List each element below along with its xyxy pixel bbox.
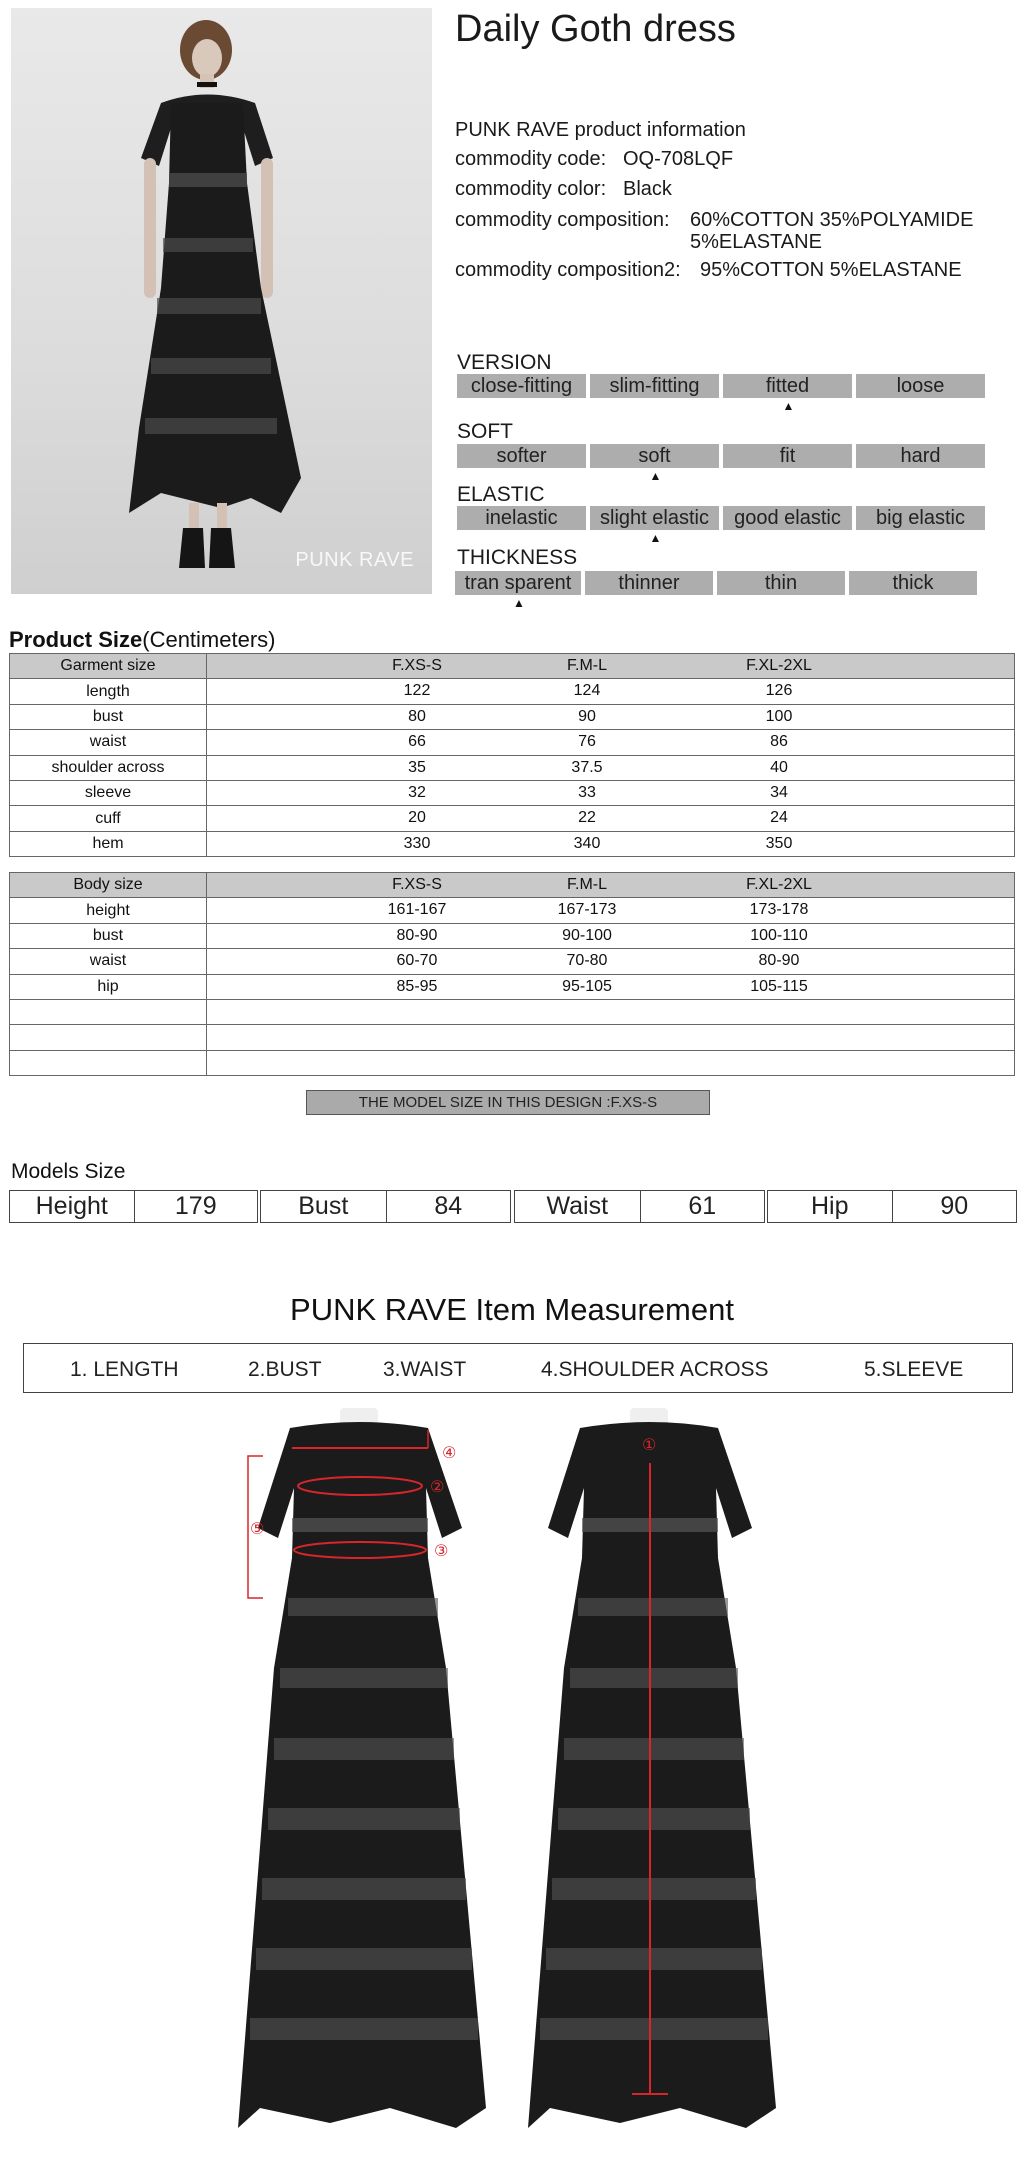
- table-cell: 86: [770, 733, 788, 751]
- scale-label-thickness: THICKNESS: [457, 546, 578, 569]
- size-column-header: F.M-L: [567, 876, 607, 893]
- model-measure-label: Height: [10, 1191, 135, 1222]
- marker-waist: ③: [434, 1541, 449, 1560]
- scale-row-thickness: [455, 571, 977, 595]
- scale-option: slim-fitting: [590, 374, 719, 398]
- measurement-item: 1. LENGTH: [70, 1358, 179, 1381]
- size-values: [207, 679, 1015, 704]
- table-header-row: [10, 873, 1015, 898]
- commodity-composition-row: [455, 209, 974, 253]
- scale-label-elastic: ELASTIC: [457, 483, 545, 506]
- product-size-title: Product Size: [9, 627, 143, 652]
- row-label: cuff: [10, 806, 207, 831]
- scale-option: tran sparent: [455, 571, 581, 595]
- table-cell: 40: [770, 758, 788, 776]
- row-label: waist: [10, 949, 207, 974]
- scale-option: slight elastic: [590, 506, 719, 530]
- table-row: [10, 679, 1015, 704]
- measurement-illustration: [230, 1408, 810, 2168]
- model-measure-value: 84: [434, 1192, 463, 1220]
- size-column-header: F.XS-S: [392, 657, 442, 674]
- row-label: hip: [10, 974, 207, 999]
- table-cell: 32: [408, 783, 426, 801]
- size-values: [207, 974, 1015, 999]
- table-cell: 340: [573, 834, 601, 852]
- table-row: [10, 806, 1015, 831]
- table-row: [10, 1025, 1015, 1050]
- model-measure-waist: [514, 1190, 765, 1223]
- size-values: [207, 999, 1015, 1024]
- size-values: [207, 780, 1015, 805]
- table-cell: 24: [770, 809, 788, 827]
- measurement-figure: [230, 1408, 810, 2168]
- measurement-item: 5.SLEEVE: [864, 1358, 964, 1381]
- garment-size-table: [9, 653, 1015, 857]
- model-measure-height: [9, 1190, 258, 1223]
- scale-option: thick: [849, 571, 977, 595]
- table-row: [10, 780, 1015, 805]
- body-size-table: [9, 872, 1015, 1076]
- table-header-cell: Body size: [10, 873, 207, 898]
- table-cell: 100: [765, 707, 793, 725]
- scale-option: fitted: [723, 374, 852, 398]
- row-label: length: [10, 679, 207, 704]
- size-column-header: F.XL-2XL: [746, 657, 812, 674]
- back-dress: [528, 1408, 776, 2128]
- commodity-composition2-row: [455, 259, 962, 282]
- product-size-heading: [9, 627, 276, 653]
- commodity-composition2-label: commodity composition2:: [455, 259, 681, 281]
- table-header-row: [10, 654, 1015, 679]
- front-dress: [238, 1408, 486, 2128]
- table-cell: 70-80: [566, 952, 608, 970]
- table-cell: 60-70: [396, 952, 438, 970]
- model-size-note: THE MODEL SIZE IN THIS DESIGN :F.XS-S: [306, 1090, 710, 1115]
- table-cell: 90-100: [562, 926, 612, 944]
- scale-option: soft: [590, 444, 719, 468]
- model-measure-value: 61: [688, 1192, 717, 1220]
- row-label: [10, 1025, 207, 1050]
- marker-length: ①: [642, 1435, 657, 1454]
- row-label: [10, 999, 207, 1024]
- table-cell: 173-178: [749, 901, 809, 919]
- table-cell: 33: [578, 783, 596, 801]
- scale-selected-marker: ▲: [649, 531, 662, 545]
- row-label: hem: [10, 831, 207, 856]
- measurement-item: 4.SHOULDER ACROSS: [541, 1358, 769, 1381]
- model-measure-label: Hip: [768, 1191, 893, 1222]
- scale-option: loose: [856, 374, 985, 398]
- model-measure-value: 90: [940, 1192, 969, 1220]
- size-values: [207, 755, 1015, 780]
- model-measure-label: Waist: [515, 1191, 641, 1222]
- model-illustration: [11, 8, 432, 594]
- product-size-unit: (Centimeters): [142, 627, 276, 652]
- size-column-header: F.M-L: [567, 657, 607, 674]
- marker-sleeve: ⑤: [250, 1519, 265, 1538]
- table-cell: 35: [408, 758, 426, 776]
- table-cell: 66: [408, 733, 426, 751]
- commodity-color-value: Black: [623, 178, 672, 200]
- table-cell: 80: [408, 707, 426, 725]
- size-values: [207, 949, 1015, 974]
- table-cell: 330: [403, 834, 431, 852]
- measurement-title: PUNK RAVE Item Measurement: [290, 1292, 734, 1327]
- table-cell: 167-173: [557, 901, 617, 919]
- table-cell: 122: [403, 682, 431, 700]
- table-row: [10, 1050, 1015, 1075]
- product-photo: [11, 8, 432, 594]
- scale-option: hard: [856, 444, 985, 468]
- table-cell: 161-167: [387, 901, 447, 919]
- commodity-composition2-value: 95%COTTON 5%ELASTANE: [700, 259, 962, 281]
- table-header-cell: Garment size: [10, 654, 207, 679]
- table-cell: 80-90: [396, 926, 438, 944]
- table-cell: 95-105: [562, 977, 612, 995]
- table-row: [10, 999, 1015, 1024]
- commodity-composition-value-line2: 5%ELASTANE: [690, 231, 822, 253]
- size-values: [207, 654, 1015, 679]
- row-label: [10, 1050, 207, 1075]
- scale-label-soft: SOFT: [457, 420, 513, 443]
- measurement-item: 3.WAIST: [383, 1358, 467, 1381]
- commodity-code-label: commodity code:: [455, 148, 607, 170]
- table-row: [10, 923, 1015, 948]
- marker-shoulder: ④: [442, 1443, 457, 1462]
- table-cell: 37.5: [571, 758, 603, 776]
- table-row: [10, 974, 1015, 999]
- size-column-header: F.XS-S: [392, 876, 442, 893]
- scale-option: fit: [723, 444, 852, 468]
- scale-option: thin: [717, 571, 845, 595]
- table-cell: 80-90: [758, 952, 800, 970]
- scale-selected-marker: ▲: [782, 399, 795, 413]
- table-row: [10, 898, 1015, 923]
- table-cell: 126: [765, 682, 793, 700]
- measurement-legend: [23, 1343, 1013, 1393]
- row-label: bust: [10, 704, 207, 729]
- brand-watermark: PUNK RAVE: [295, 549, 414, 571]
- size-values: [207, 873, 1015, 898]
- row-label: waist: [10, 730, 207, 755]
- commodity-color-row: [455, 178, 672, 201]
- commodity-composition-value: 60%COTTON 35%POLYAMIDE: [690, 209, 974, 231]
- size-values: [207, 923, 1015, 948]
- row-label: bust: [10, 923, 207, 948]
- table-row: [10, 755, 1015, 780]
- table-row: [10, 704, 1015, 729]
- table-cell: 22: [578, 809, 596, 827]
- table-row: [10, 730, 1015, 755]
- commodity-color-label: commodity color:: [455, 178, 607, 200]
- marker-bust: ②: [430, 1477, 445, 1496]
- table-cell: 20: [408, 809, 426, 827]
- size-column-header: F.XL-2XL: [746, 876, 812, 893]
- commodity-code-value: OQ-708LQF: [623, 148, 734, 170]
- size-values: [207, 1025, 1015, 1050]
- model-measure-hip: [767, 1190, 1017, 1223]
- scale-row-version: [457, 374, 985, 398]
- scale-label-version: VERSION: [457, 351, 552, 374]
- commodity-code-row: [455, 148, 734, 171]
- table-cell: 105-115: [750, 977, 808, 995]
- size-values: [207, 898, 1015, 923]
- row-label: shoulder across: [10, 755, 207, 780]
- scale-option: good elastic: [723, 506, 852, 530]
- size-values: [207, 730, 1015, 755]
- scale-selected-marker: ▲: [513, 596, 525, 610]
- model-measure-label: Bust: [261, 1191, 387, 1222]
- table-cell: 76: [578, 733, 596, 751]
- row-label: sleeve: [10, 780, 207, 805]
- model-measure-value: 179: [174, 1192, 217, 1220]
- scale-option: thinner: [585, 571, 713, 595]
- scale-option: softer: [457, 444, 586, 468]
- model-measure-bust: [260, 1190, 511, 1223]
- scale-selected-marker: ▲: [649, 469, 662, 483]
- models-size-heading: Models Size: [11, 1160, 126, 1183]
- scale-option: close-fitting: [457, 374, 586, 398]
- table-cell: 100-110: [750, 926, 808, 944]
- table-row: [10, 831, 1015, 856]
- info-heading: PUNK RAVE product information: [455, 119, 746, 141]
- table-cell: 350: [765, 834, 793, 852]
- scale-option: big elastic: [856, 506, 985, 530]
- table-cell: 90: [578, 707, 596, 725]
- scale-row-elastic: [457, 506, 985, 530]
- size-values: [207, 704, 1015, 729]
- commodity-composition-label: commodity composition:: [455, 209, 670, 231]
- size-values: [207, 831, 1015, 856]
- product-title: Daily Goth dress: [455, 8, 736, 50]
- table-cell: 85-95: [396, 977, 438, 995]
- scale-option: inelastic: [457, 506, 586, 530]
- table-row: [10, 949, 1015, 974]
- table-cell: 34: [770, 783, 788, 801]
- size-values: [207, 806, 1015, 831]
- measurement-item: 2.BUST: [248, 1358, 322, 1381]
- size-values: [207, 1050, 1015, 1075]
- scale-row-soft: [457, 444, 985, 468]
- row-label: height: [10, 898, 207, 923]
- table-cell: 124: [573, 682, 601, 700]
